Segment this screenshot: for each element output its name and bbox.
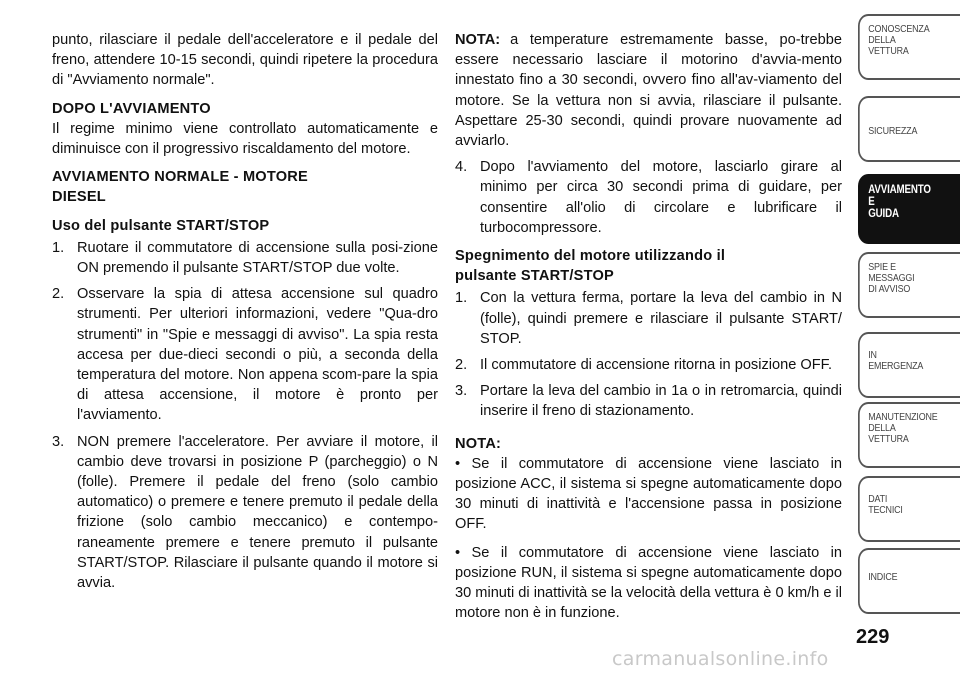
step-text: Portare la leva del cambio in 1a o in retromarcia, quindi inserire il freno di stazionamento. [480,383,842,420]
list-item [52,238,438,278]
tab-sicurezza[interactable] [858,96,960,162]
list-item [455,288,842,349]
step-number: 1. [455,290,468,307]
chapter-sidebar [858,0,960,678]
bullet-run: • Se il commutatore di accensione viene lasciato in posizione RUN, il sistema si spegne automaticamente dopo 30 minuti di inattività se la velocità della vettura è 0 km/h e il motore non è in funzione. [455,544,842,622]
step-number: 2. [52,286,65,303]
list-item [455,381,842,421]
note-paragraph [455,30,842,151]
tab-dati-tecnici[interactable] [858,476,960,542]
list-item [52,284,438,425]
right-column [455,30,842,623]
tab-label: SICUREZZA [868,125,918,137]
stop-steps-list [455,288,842,421]
start-steps-list [52,238,438,593]
tab-label: AVVIAMENTO E GUIDA [868,184,931,220]
bullet-acc: • Se il commutatore di accensione viene lasciato in posizione ACC, il sistema si spegne automaticamente dopo 30 minuti di inattività e l'accensione passa in posizione OFF. [455,455,842,533]
tab-indice[interactable] [858,548,960,614]
list-item [52,432,438,594]
tab-avviamento-e-guida[interactable] [858,174,960,244]
step-number: 2. [455,357,468,374]
diesel-heading-line-2: DIESEL [52,189,106,206]
nota-heading: NOTA: [455,435,502,452]
step-text: Con la vettura ferma, portare la leva del cambio in N (folle), quindi premere e rilasciare il pulsante START/ STOP. [480,290,842,347]
step-number: 4. [455,159,468,176]
step-text: NON premere l'acceleratore. Per avviare il motore, il cambio deve trovarsi in posizione P (parcheggio) o N (folle). Premere il pedale del freno (solo cambio automatico) o premere e tenere premuto il pedale della frizione (solo cambio meccanico) e contempo-raneamente premere e tenere premuto il pulsante START/STOP. Rilasciare il pulsante quando il motore si avvia. [77,433,438,592]
start-step-4-list [455,157,842,238]
list-item [455,157,842,238]
tab-spie-e-messaggi-di-avviso[interactable] [858,252,960,318]
tab-label: INDICE [868,571,898,583]
note-text: a temperature estremamente basse, po-trebbe essere necessario lasciare il motorino d'avvia-mento innestato fino a 30 secondi, ovvero fino all'av-viamento del motore. Se la vettura non si avvia, rilasciare il pulsante. Aspettare 25-30 secondi, quindi provare nuovamente ad avviarlo. [455,32,842,150]
note-label: NOTA: [455,32,501,48]
step-text: Ruotare il commutatore di accensione sulla posi-zione ON premendo il pulsante START/STOP due volte. [77,239,438,277]
tab-label: MANUTENZIONE DELLA VETTURA [868,411,938,445]
tab-label: CONOSCENZA DELLA VETTURA [868,23,930,57]
step-text: Osservare la spia di attesa accensione sul quadro strumenti. Per ulteriori informazioni, vedere "Qua-dro strumenti" in "Spie e messaggi di avviso". La spia resta accesa per due-dieci secondi o più, a seconda della temperatura del motore. Non appena scom-pare la spia di attesa accensione, il motore è pronto per l'avviamento. [77,286,438,424]
tab-label: DATI TECNICI [868,493,903,516]
stop-heading-line-2: pulsante START/STOP [455,268,614,285]
tab-conoscenza-della-vettura[interactable] [858,14,960,80]
page-number: 229 [856,626,890,648]
tab-in-emergenza[interactable] [858,332,960,398]
after-start-heading: DOPO L'AVVIAMENTO [52,100,211,117]
button-heading: Uso del pulsante START/STOP [52,217,270,234]
tab-manutenzione-della-vettura[interactable] [858,402,960,468]
step-number: 1. [52,239,65,256]
tab-label: IN EMERGENZA [868,349,924,372]
tab-label: SPIE E MESSAGGI DI AVVISO [868,261,915,295]
step-number: 3. [52,433,65,450]
watermark: carmanualsonline.info [612,648,829,670]
left-column [52,30,438,593]
after-start-paragraph: Il regime minimo viene controllato automaticamente e diminuisce con il progressivo riscaldamento del motore. [52,120,438,158]
diesel-heading-line-1: AVVIAMENTO NORMALE - MOTORE [52,169,308,186]
stop-heading-line-1: Spegnimento del motore utilizzando il [455,248,726,265]
step-text: Dopo l'avviamento del motore, lasciarlo girare al minimo per circa 30 secondi prima di guidare, per consentire all'olio di circolare e lubrificare il turbocompressore. [480,159,842,236]
step-number: 3. [455,383,468,400]
intro-paragraph: punto, rilasciare il pedale dell'acceleratore e il pedale del freno, attendere 10-15 secondi, quindi ripetere la procedura di "Avviamento normale". [52,32,438,89]
list-item [455,355,842,375]
step-text: Il commutatore di accensione ritorna in posizione OFF. [480,357,833,374]
